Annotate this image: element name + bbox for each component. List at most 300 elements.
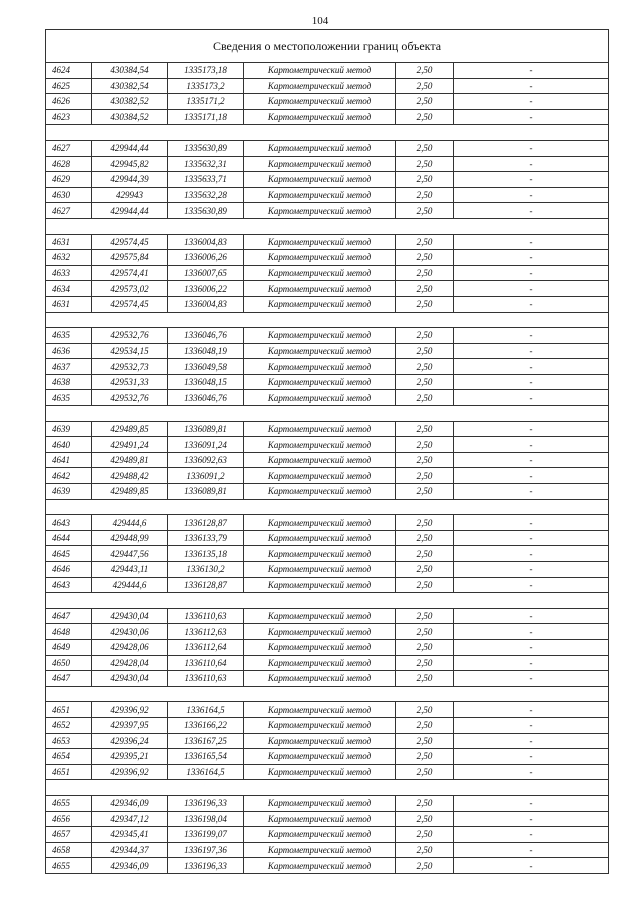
note-cell: - <box>454 78 609 94</box>
point-number-cell: 4633 <box>46 265 92 281</box>
point-number-cell: 4623 <box>46 109 92 125</box>
method-cell: Картометрический метод <box>244 109 396 125</box>
note-cell: - <box>454 94 609 110</box>
coordinate-x-cell: 429346,09 <box>92 795 168 811</box>
table-row <box>46 577 609 593</box>
coordinate-y-cell: 1335173,18 <box>168 63 244 79</box>
table-row <box>46 858 609 874</box>
point-number-cell: 4643 <box>46 577 92 593</box>
note-cell: - <box>454 203 609 219</box>
coordinate-y-cell: 1335171,2 <box>168 94 244 110</box>
table-row <box>46 421 609 437</box>
point-number-cell: 4648 <box>46 624 92 640</box>
table-row <box>46 671 609 687</box>
accuracy-cell: 2,50 <box>396 639 454 655</box>
note-cell: - <box>454 546 609 562</box>
coordinate-x-cell: 429531,33 <box>92 374 168 390</box>
group-separator-row <box>46 593 609 609</box>
coordinate-x-cell: 429532,76 <box>92 328 168 344</box>
group-separator-row <box>46 686 609 702</box>
coordinate-x-cell: 429573,02 <box>92 281 168 297</box>
point-number-cell: 4651 <box>46 702 92 718</box>
separator-cell <box>46 780 609 796</box>
note-cell: - <box>454 374 609 390</box>
accuracy-cell: 2,50 <box>396 172 454 188</box>
note-cell: - <box>454 858 609 874</box>
accuracy-cell: 2,50 <box>396 515 454 531</box>
method-cell: Картометрический метод <box>244 250 396 266</box>
table-row <box>46 265 609 281</box>
point-number-cell: 4629 <box>46 172 92 188</box>
coordinate-y-cell: 1336164,5 <box>168 702 244 718</box>
coordinate-y-cell: 1335633,71 <box>168 172 244 188</box>
table-row <box>46 827 609 843</box>
point-number-cell: 4639 <box>46 484 92 500</box>
accuracy-cell: 2,50 <box>396 827 454 843</box>
separator-cell <box>46 218 609 234</box>
method-cell: Картометрический метод <box>244 671 396 687</box>
note-cell: - <box>454 156 609 172</box>
coordinate-x-cell: 429397,95 <box>92 717 168 733</box>
table-row <box>46 749 609 765</box>
coordinate-y-cell: 1336128,87 <box>168 515 244 531</box>
coordinate-x-cell: 429534,15 <box>92 343 168 359</box>
coordinate-y-cell: 1336089,81 <box>168 484 244 500</box>
separator-cell <box>46 125 609 141</box>
coordinate-x-cell: 429344,37 <box>92 842 168 858</box>
coordinate-y-cell: 1335632,31 <box>168 156 244 172</box>
method-cell: Картометрический метод <box>244 63 396 79</box>
separator-cell <box>46 686 609 702</box>
coordinate-y-cell: 1336197,36 <box>168 842 244 858</box>
method-cell: Картометрический метод <box>244 390 396 406</box>
method-cell: Картометрический метод <box>244 296 396 312</box>
point-number-cell: 4638 <box>46 374 92 390</box>
accuracy-cell: 2,50 <box>396 109 454 125</box>
method-cell: Картометрический метод <box>244 546 396 562</box>
point-number-cell: 4636 <box>46 343 92 359</box>
method-cell: Картометрический метод <box>244 187 396 203</box>
table-row <box>46 296 609 312</box>
coordinate-y-cell: 1336048,19 <box>168 343 244 359</box>
accuracy-cell: 2,50 <box>396 717 454 733</box>
method-cell: Картометрический метод <box>244 530 396 546</box>
point-number-cell: 4650 <box>46 655 92 671</box>
accuracy-cell: 2,50 <box>396 234 454 250</box>
note-cell: - <box>454 281 609 297</box>
coordinate-y-cell: 1336091,24 <box>168 437 244 453</box>
method-cell: Картометрический метод <box>244 515 396 531</box>
table-row <box>46 156 609 172</box>
point-number-cell: 4626 <box>46 94 92 110</box>
method-cell: Картометрический метод <box>244 172 396 188</box>
coordinate-x-cell: 429489,85 <box>92 421 168 437</box>
accuracy-cell: 2,50 <box>396 484 454 500</box>
table-row <box>46 452 609 468</box>
coordinate-x-cell: 429430,06 <box>92 624 168 640</box>
separator-cell <box>46 406 609 422</box>
table-row <box>46 328 609 344</box>
page-number: 104 <box>311 15 329 27</box>
table-row <box>46 608 609 624</box>
coordinate-x-cell: 429443,11 <box>92 562 168 578</box>
group-separator-row <box>46 406 609 422</box>
method-cell: Картометрический метод <box>244 484 396 500</box>
coordinate-x-cell: 430382,54 <box>92 78 168 94</box>
boundary-table <box>45 29 609 874</box>
accuracy-cell: 2,50 <box>396 749 454 765</box>
coordinate-y-cell: 1336167,25 <box>168 733 244 749</box>
coordinate-x-cell: 429944,44 <box>92 203 168 219</box>
note-cell: - <box>454 764 609 780</box>
coordinate-y-cell: 1336110,63 <box>168 608 244 624</box>
note-cell: - <box>454 733 609 749</box>
accuracy-cell: 2,50 <box>396 187 454 203</box>
coordinate-x-cell: 429444,6 <box>92 515 168 531</box>
coordinate-y-cell: 1336196,33 <box>168 858 244 874</box>
coordinate-y-cell: 1336089,81 <box>168 421 244 437</box>
point-number-cell: 4627 <box>46 140 92 156</box>
separator-cell <box>46 312 609 328</box>
coordinate-x-cell: 429944,44 <box>92 140 168 156</box>
note-cell: - <box>454 624 609 640</box>
table-row <box>46 187 609 203</box>
coordinate-y-cell: 1335630,89 <box>168 203 244 219</box>
method-cell: Картометрический метод <box>244 203 396 219</box>
group-separator-row <box>46 780 609 796</box>
group-separator-row <box>46 312 609 328</box>
coordinate-y-cell: 1336112,63 <box>168 624 244 640</box>
point-number-cell: 4643 <box>46 515 92 531</box>
note-cell: - <box>454 608 609 624</box>
accuracy-cell: 2,50 <box>396 78 454 94</box>
table-row <box>46 374 609 390</box>
separator-cell <box>46 593 609 609</box>
table-row <box>46 343 609 359</box>
point-number-cell: 4639 <box>46 421 92 437</box>
accuracy-cell: 2,50 <box>396 374 454 390</box>
table-row <box>46 702 609 718</box>
note-cell: - <box>454 343 609 359</box>
method-cell: Картометрический метод <box>244 437 396 453</box>
note-cell: - <box>454 265 609 281</box>
point-number-cell: 4641 <box>46 452 92 468</box>
note-cell: - <box>454 421 609 437</box>
method-cell: Картометрический метод <box>244 702 396 718</box>
method-cell: Картометрический метод <box>244 140 396 156</box>
coordinate-x-cell: 429396,24 <box>92 733 168 749</box>
method-cell: Картометрический метод <box>244 281 396 297</box>
method-cell: Картометрический метод <box>244 234 396 250</box>
coordinate-y-cell: 1336092,63 <box>168 452 244 468</box>
point-number-cell: 4631 <box>46 234 92 250</box>
coordinate-x-cell: 430382,52 <box>92 94 168 110</box>
coordinate-x-cell: 429574,41 <box>92 265 168 281</box>
coordinate-y-cell: 1336049,58 <box>168 359 244 375</box>
table-row <box>46 795 609 811</box>
note-cell: - <box>454 140 609 156</box>
coordinate-x-cell: 429943 <box>92 187 168 203</box>
coordinate-x-cell: 429430,04 <box>92 671 168 687</box>
point-number-cell: 4625 <box>46 78 92 94</box>
coordinate-x-cell: 429347,12 <box>92 811 168 827</box>
coordinate-x-cell: 429396,92 <box>92 702 168 718</box>
point-number-cell: 4637 <box>46 359 92 375</box>
note-cell: - <box>454 452 609 468</box>
accuracy-cell: 2,50 <box>396 452 454 468</box>
point-number-cell: 4658 <box>46 842 92 858</box>
table-row <box>46 94 609 110</box>
separator-cell <box>46 499 609 515</box>
method-cell: Картометрический метод <box>244 374 396 390</box>
accuracy-cell: 2,50 <box>396 842 454 858</box>
coordinate-x-cell: 429430,04 <box>92 608 168 624</box>
point-number-cell: 4634 <box>46 281 92 297</box>
table-row <box>46 562 609 578</box>
table-row <box>46 717 609 733</box>
point-number-cell: 4640 <box>46 437 92 453</box>
note-cell: - <box>454 250 609 266</box>
point-number-cell: 4642 <box>46 468 92 484</box>
accuracy-cell: 2,50 <box>396 671 454 687</box>
note-cell: - <box>454 530 609 546</box>
method-cell: Картометрический метод <box>244 764 396 780</box>
accuracy-cell: 2,50 <box>396 343 454 359</box>
note-cell: - <box>454 328 609 344</box>
coordinate-x-cell: 430384,54 <box>92 63 168 79</box>
group-separator-row <box>46 125 609 141</box>
table-row <box>46 250 609 266</box>
table-row <box>46 811 609 827</box>
coordinate-y-cell: 1335630,89 <box>168 140 244 156</box>
accuracy-cell: 2,50 <box>396 296 454 312</box>
accuracy-cell: 2,50 <box>396 795 454 811</box>
coordinate-y-cell: 1335171,18 <box>168 109 244 125</box>
method-cell: Картометрический метод <box>244 827 396 843</box>
note-cell: - <box>454 515 609 531</box>
coordinate-x-cell: 429488,42 <box>92 468 168 484</box>
method-cell: Картометрический метод <box>244 795 396 811</box>
group-separator-row <box>46 218 609 234</box>
coordinate-x-cell: 429489,81 <box>92 452 168 468</box>
accuracy-cell: 2,50 <box>396 390 454 406</box>
point-number-cell: 4651 <box>46 764 92 780</box>
coordinate-y-cell: 1336135,18 <box>168 546 244 562</box>
note-cell: - <box>454 390 609 406</box>
method-cell: Картометрический метод <box>244 94 396 110</box>
table-row <box>46 546 609 562</box>
accuracy-cell: 2,50 <box>396 437 454 453</box>
coordinate-y-cell: 1336165,54 <box>168 749 244 765</box>
method-cell: Картометрический метод <box>244 452 396 468</box>
accuracy-cell: 2,50 <box>396 140 454 156</box>
coordinate-y-cell: 1336046,76 <box>168 328 244 344</box>
coordinate-y-cell: 1336110,63 <box>168 671 244 687</box>
coordinate-x-cell: 429945,82 <box>92 156 168 172</box>
note-cell: - <box>454 187 609 203</box>
accuracy-cell: 2,50 <box>396 546 454 562</box>
accuracy-cell: 2,50 <box>396 702 454 718</box>
table-row <box>46 639 609 655</box>
table-row <box>46 733 609 749</box>
coordinate-x-cell: 429428,06 <box>92 639 168 655</box>
table-row <box>46 203 609 219</box>
coordinate-y-cell: 1335632,28 <box>168 187 244 203</box>
note-cell: - <box>454 562 609 578</box>
coordinate-y-cell: 1336198,04 <box>168 811 244 827</box>
coordinate-y-cell: 1336196,33 <box>168 795 244 811</box>
table-row <box>46 530 609 546</box>
table-row <box>46 468 609 484</box>
accuracy-cell: 2,50 <box>396 733 454 749</box>
accuracy-cell: 2,50 <box>396 562 454 578</box>
coordinate-y-cell: 1336110,64 <box>168 655 244 671</box>
table-row <box>46 281 609 297</box>
method-cell: Картометрический метод <box>244 717 396 733</box>
point-number-cell: 4647 <box>46 608 92 624</box>
accuracy-cell: 2,50 <box>396 468 454 484</box>
coordinate-y-cell: 1336128,87 <box>168 577 244 593</box>
method-cell: Картометрический метод <box>244 655 396 671</box>
note-cell: - <box>454 702 609 718</box>
point-number-cell: 4649 <box>46 639 92 655</box>
accuracy-cell: 2,50 <box>396 608 454 624</box>
note-cell: - <box>454 827 609 843</box>
method-cell: Картометрический метод <box>244 343 396 359</box>
coordinate-x-cell: 429532,73 <box>92 359 168 375</box>
method-cell: Картометрический метод <box>244 421 396 437</box>
table-row <box>46 484 609 500</box>
coordinate-x-cell: 429491,24 <box>92 437 168 453</box>
coordinate-x-cell: 429574,45 <box>92 296 168 312</box>
note-cell: - <box>454 842 609 858</box>
accuracy-cell: 2,50 <box>396 250 454 266</box>
method-cell: Картометрический метод <box>244 468 396 484</box>
coordinate-y-cell: 1336006,26 <box>168 250 244 266</box>
note-cell: - <box>454 717 609 733</box>
point-number-cell: 4645 <box>46 546 92 562</box>
accuracy-cell: 2,50 <box>396 421 454 437</box>
coordinate-x-cell: 429448,99 <box>92 530 168 546</box>
coordinate-x-cell: 429346,09 <box>92 858 168 874</box>
point-number-cell: 4644 <box>46 530 92 546</box>
table-body <box>46 63 609 874</box>
accuracy-cell: 2,50 <box>396 811 454 827</box>
note-cell: - <box>454 639 609 655</box>
coordinate-x-cell: 429489,85 <box>92 484 168 500</box>
method-cell: Картометрический метод <box>244 639 396 655</box>
method-cell: Картометрический метод <box>244 359 396 375</box>
note-cell: - <box>454 109 609 125</box>
note-cell: - <box>454 63 609 79</box>
note-cell: - <box>454 811 609 827</box>
coordinate-y-cell: 1336133,79 <box>168 530 244 546</box>
point-number-cell: 4647 <box>46 671 92 687</box>
accuracy-cell: 2,50 <box>396 577 454 593</box>
coordinate-x-cell: 429574,45 <box>92 234 168 250</box>
note-cell: - <box>454 296 609 312</box>
note-cell: - <box>454 671 609 687</box>
note-cell: - <box>454 437 609 453</box>
accuracy-cell: 2,50 <box>396 203 454 219</box>
point-number-cell: 4635 <box>46 390 92 406</box>
table-title: Сведения о местоположении границ объекта <box>46 30 609 63</box>
method-cell: Картометрический метод <box>244 811 396 827</box>
coordinate-x-cell: 429444,6 <box>92 577 168 593</box>
accuracy-cell: 2,50 <box>396 655 454 671</box>
accuracy-cell: 2,50 <box>396 281 454 297</box>
table-row <box>46 234 609 250</box>
coordinate-y-cell: 1336091,2 <box>168 468 244 484</box>
point-number-cell: 4657 <box>46 827 92 843</box>
note-cell: - <box>454 749 609 765</box>
point-number-cell: 4627 <box>46 203 92 219</box>
note-cell: - <box>454 468 609 484</box>
table-row <box>46 655 609 671</box>
coordinate-x-cell: 429428,04 <box>92 655 168 671</box>
coordinate-x-cell: 429447,56 <box>92 546 168 562</box>
table-row <box>46 140 609 156</box>
coordinate-x-cell: 429345,41 <box>92 827 168 843</box>
table-row <box>46 764 609 780</box>
coordinate-y-cell: 1336164,5 <box>168 764 244 780</box>
table-row <box>46 109 609 125</box>
coordinate-x-cell: 429532,76 <box>92 390 168 406</box>
method-cell: Картометрический метод <box>244 156 396 172</box>
point-number-cell: 4630 <box>46 187 92 203</box>
method-cell: Картометрический метод <box>244 624 396 640</box>
table-row <box>46 842 609 858</box>
group-separator-row <box>46 499 609 515</box>
coordinate-x-cell: 429944,39 <box>92 172 168 188</box>
note-cell: - <box>454 172 609 188</box>
coordinate-x-cell: 429575,84 <box>92 250 168 266</box>
coordinate-x-cell: 429396,92 <box>92 764 168 780</box>
point-number-cell: 4652 <box>46 717 92 733</box>
note-cell: - <box>454 577 609 593</box>
accuracy-cell: 2,50 <box>396 156 454 172</box>
accuracy-cell: 2,50 <box>396 858 454 874</box>
point-number-cell: 4632 <box>46 250 92 266</box>
coordinate-y-cell: 1336006,22 <box>168 281 244 297</box>
coordinate-y-cell: 1336112,64 <box>168 639 244 655</box>
method-cell: Картометрический метод <box>244 749 396 765</box>
method-cell: Картометрический метод <box>244 328 396 344</box>
point-number-cell: 4655 <box>46 858 92 874</box>
note-cell: - <box>454 234 609 250</box>
coordinate-y-cell: 1336130,2 <box>168 562 244 578</box>
accuracy-cell: 2,50 <box>396 764 454 780</box>
table-row <box>46 172 609 188</box>
table-row <box>46 359 609 375</box>
note-cell: - <box>454 484 609 500</box>
coordinate-y-cell: 1336004,83 <box>168 234 244 250</box>
method-cell: Картометрический метод <box>244 265 396 281</box>
coordinate-y-cell: 1336004,83 <box>168 296 244 312</box>
accuracy-cell: 2,50 <box>396 94 454 110</box>
point-number-cell: 4646 <box>46 562 92 578</box>
method-cell: Картометрический метод <box>244 562 396 578</box>
coordinate-y-cell: 1336048,15 <box>168 374 244 390</box>
note-cell: - <box>454 359 609 375</box>
coordinate-x-cell: 430384,52 <box>92 109 168 125</box>
point-number-cell: 4654 <box>46 749 92 765</box>
coordinate-x-cell: 429395,21 <box>92 749 168 765</box>
accuracy-cell: 2,50 <box>396 624 454 640</box>
method-cell: Картометрический метод <box>244 858 396 874</box>
table-row <box>46 624 609 640</box>
table-row <box>46 390 609 406</box>
